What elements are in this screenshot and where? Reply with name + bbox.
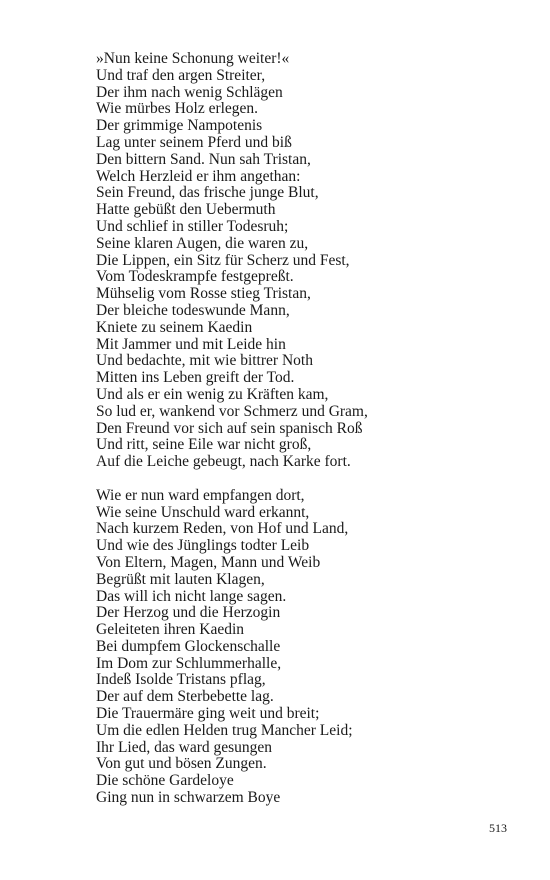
poem-line: Mit Jammer und mit Leide hin [96,335,286,353]
poem-line: Welch Herzleid er ihm angethan: [96,167,301,185]
poem-line: Wie er nun ward empfangen dort, [96,486,305,504]
poem-line: Hatte gebüßt den Uebermuth [96,201,276,219]
poem-line: Mühselig vom Rosse stieg Tristan, [96,285,311,303]
poem-line: »Nun keine Schonung weiter!« [96,50,290,67]
poem-line: Ging nun in schwarzem Boye [96,789,281,807]
poem-line: Bei dumpfem Glockenschalle [96,637,281,655]
poem-line: Und wie des Jünglings todter Leib [96,537,310,555]
poem-line: Und schlief in stiller Todesruh; [96,217,289,235]
poem-line: Wie seine Unschuld ward erkannt, [96,503,310,521]
poem-line: Geleiteten ihren Kaedin [96,621,245,639]
poem-line: Von gut und bösen Zungen. [96,755,267,773]
poem-line: Sein Freund, das frische junge Blut, [96,184,319,202]
poem-line: Der bleiche todeswunde Mann, [96,301,290,319]
poem-line: Begrüßt mit lauten Klagen, [96,570,265,588]
poem-line: Von Eltern, Magen, Mann und Weib [96,553,321,571]
stanza [96,51,516,471]
poem-line: Und bedachte, mit wie bittrer Noth [96,352,313,370]
poem-line: Um die edlen Helden trug Mancher Leid; [96,721,353,739]
poem-line: Nach kurzem Reden, von Hof und Land, [96,520,349,538]
poem-line: Die schöne Gardeloye [96,772,234,790]
poem-line: Lag unter seinem Pferd und biß [96,133,292,151]
poem-line: Ihr Lied, das ward gesungen [96,738,273,756]
poem-line: Den Freund vor sich auf sein spanisch Roß [96,419,363,437]
poem-line: Im Dom zur Schlummerhalle, [96,654,282,672]
stanza [96,488,516,807]
poem-line: Der Herzog und die Herzogin [96,604,281,622]
poem-line: Der grimmige Nampotenis [96,117,263,135]
poem-line: Und ritt, seine Eile war nicht groß, [96,436,312,454]
poem-line: Auf die Leiche gebeugt, nach Karke fort. [96,453,351,471]
poem-line: Vom Todeskrampfe festgepreßt. [96,268,294,286]
page-number: 513 [489,821,507,835]
poem-line: Seine klaren Augen, die waren zu, [96,234,309,252]
poem-line: So lud er, wankend vor Schmerz und Gram, [96,402,368,420]
poem-line: Mitten ins Leben greift der Tod. [96,369,295,387]
poem-line: Indeß Isolde Tristans pflag, [96,671,266,689]
poem-line: Das will ich nicht lange sagen. [96,587,287,605]
poem-line: Wie mürbes Holz erlegen. [96,100,259,118]
poem-text [96,51,516,807]
poem-line: Der auf dem Sterbebette lag. [96,688,274,706]
poem-line: Der ihm nach wenig Schlägen [96,83,283,101]
poem-line: Die Trauermäre ging weit und breit; [96,705,320,723]
poem-line: Den bittern Sand. Nun sah Tristan, [96,150,311,168]
poem-line: Die Lippen, ein Sitz für Scherz und Fest, [96,251,350,269]
poem-line: Kniete zu seinem Kaedin [96,318,253,336]
poem-line: Und als er ein wenig zu Kräften kam, [96,385,329,403]
poem-line: Und traf den argen Streiter, [96,66,266,84]
